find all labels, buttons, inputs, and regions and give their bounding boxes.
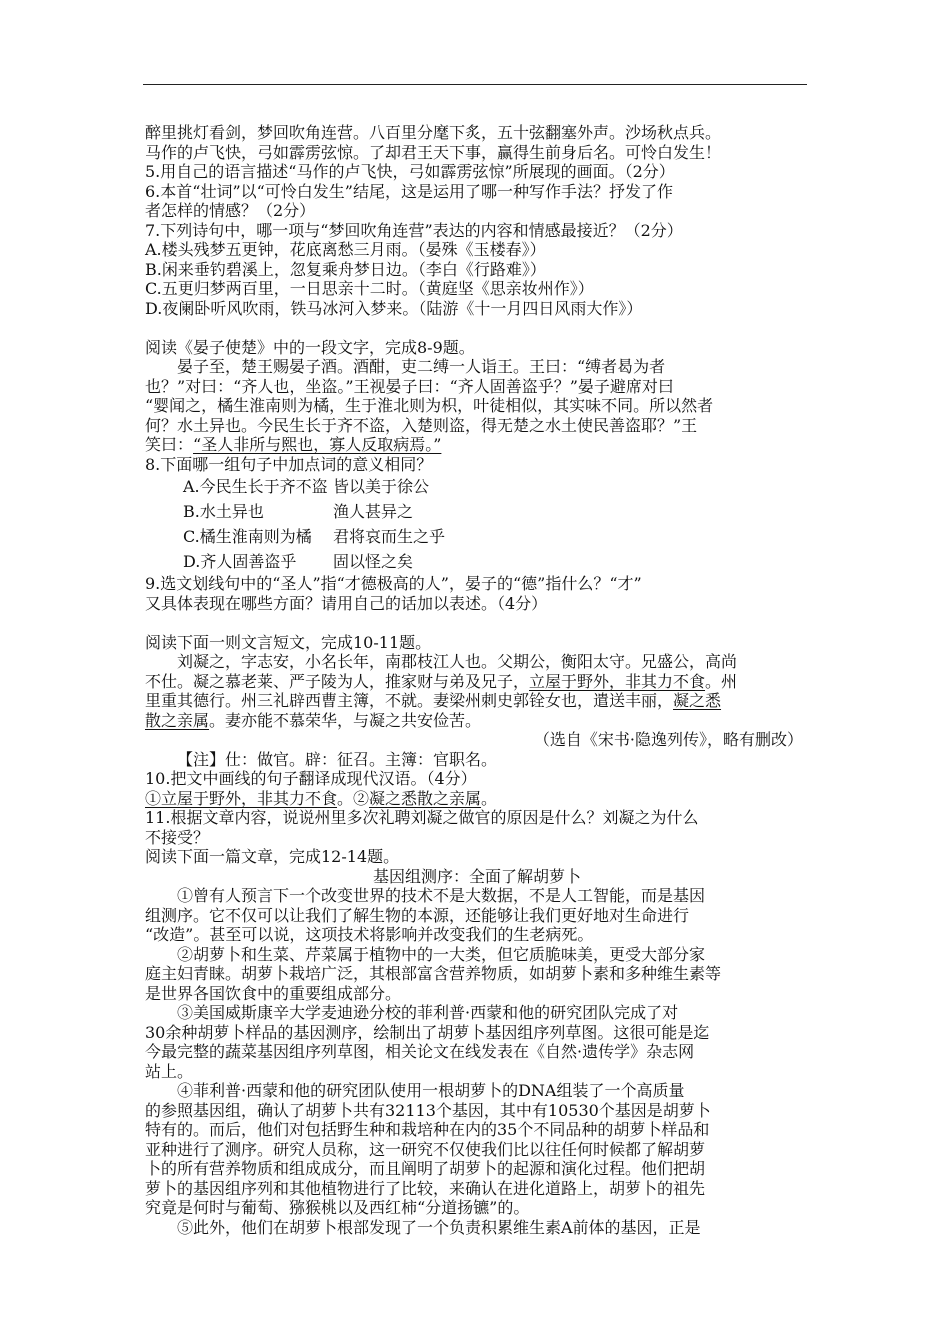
sentence-1: ①立屋于野外，非其力不食: [145, 788, 338, 808]
underlined-sentence: 立屋于野外，非其力不食: [529, 671, 706, 691]
passage-line: 晏子至，楚王赐晏子酒。酒酣，吏二缚一人诣王。王曰：“缚者曷为者: [177, 357, 666, 376]
article-line: 萝卜的基因组序列和其他植物进行了比较，来确认在进化道路上，胡萝卜的祖先: [145, 1178, 706, 1198]
section-intro: 阅读《晏子使楚》中的一段文字，完成8-9题。: [145, 337, 475, 357]
q8-option: [145, 474, 809, 499]
underlined-sentence: “圣人非所与熙也，寡人反取病焉。”: [193, 435, 442, 454]
underlined-sentence: 散之亲属: [145, 710, 210, 730]
question-11-cont: 不接受？: [145, 827, 210, 847]
passage-line: 何？水土异也。今民生长于齐不盗，入楚则盗，得无楚之水土使民善盗耶？”王: [145, 415, 698, 435]
article-line: 站上。: [145, 1061, 194, 1081]
q8-option: [145, 524, 809, 549]
q8-option-right: 君将哀而生之乎: [333, 527, 446, 546]
question-9: 9.选文划线句中的“圣人”指“才德极高的人”，晏子的“德”指什么？“才”: [145, 574, 642, 593]
q8-option-right: 皆以美于徐公: [333, 477, 430, 496]
end-mark: 。: [481, 788, 498, 808]
header-rule: [143, 84, 807, 85]
article-line: 是世界各国饮食中的重要组成部分。: [145, 983, 402, 1003]
q7-option-b: B.闲来垂钓碧溪上，忽复乘舟梦日边。（李白《行路难》）: [145, 259, 546, 279]
passage-text: 不仕。凝之慕老莱、严子陵为人，推家财与弟及兄子，: [145, 671, 530, 691]
article-line: 究竟是何时与葡萄、猕猴桃以及西红柿“分道扬镳”的。: [145, 1198, 530, 1217]
q7-option-d: D.夜阑卧听风吹雨，铁马冰河入梦来。（陆游《十一月四日风雨大作》）: [145, 298, 643, 318]
article-line: ③美国威斯康辛大学麦迪逊分校的菲利普·西蒙和他的研究团队完成了对: [177, 1003, 679, 1022]
poem-line: 马作的卢飞快，弓如霹雳弦惊。了却君王天下事，赢得生前身后名。可怜白发生！: [145, 142, 722, 162]
article-line: 30余种胡萝卜样品的基因测序，绘制出了胡萝卜基因组序列草图。这很可能是迄: [145, 1022, 710, 1042]
article-line: 的参照基因组，确认了胡萝卜共有32113个基因，其中有10530个基因是胡萝卜: [145, 1100, 711, 1120]
question-11: 11.根据文章内容，说说州里多次礼聘刘凝之做官的原因是什么？刘凝之为什么: [145, 808, 699, 827]
question-10: 10.把文中画线的句子翻译成现代汉语。（4分）: [145, 769, 477, 788]
article-line: 特有的。而后，他们对包括野生种和栽培种在内的35个不同品种的胡萝卜样品和: [145, 1120, 710, 1139]
q8-option-left: D.齐人固善盗乎: [183, 552, 297, 571]
passage-line: [145, 435, 809, 455]
question-8: 8.下面哪一组句子中加点词的意义相同？: [145, 454, 433, 474]
q8-option-left: B.水土异也: [183, 502, 264, 521]
q8-option: [145, 499, 809, 524]
question-6: 6.本首“壮词”以“可怜白发生”结尾，这是运用了哪一种写作手法？抒发了作: [145, 181, 673, 201]
passage-text: 里重其德行。州三礼辟西曹主簿，不就。妻梁州刺史郭铨女也，遣送丰丽，: [145, 691, 674, 710]
article-line: ②胡萝卜和生菜、芹菜属于植物中的一大类，但它质脆味美，更受大部分家: [177, 944, 706, 964]
article-title: 基因组测序：全面了解胡萝卜: [372, 866, 581, 886]
passage-line: “婴闻之，橘生淮南则为橘，生于淮北则为枳，叶徒相似，其实味不同。所以然者: [145, 396, 714, 415]
q8-option-left: C.橘生淮南则为橘: [183, 527, 312, 546]
passage-text: 。妻亦能不慕荣华，与凝之共安俭苦。: [209, 710, 482, 730]
q8-option-left: A.今民生长于齐不盗: [183, 477, 328, 496]
q7-option-c: C.五更归梦两百里，一日思亲十二时。（黄庭坚《思亲妆州作》）: [145, 279, 594, 298]
article-line: ①曾有人预言下一个改变世界的技术不是大数据，不是人工智能，而是基因: [177, 886, 706, 905]
question-7: 7.下列诗句中，哪一项与“梦回吹角连营”表达的内容和情感最接近？（2分）: [145, 220, 683, 240]
passage-line: [145, 691, 809, 711]
passage-line: 刘凝之，字志安，小名长年，南郡枝江人也。父期公，衡阳太守。兄盛公，高尚: [177, 652, 738, 671]
question-9-cont: 又具体表现在哪些方面？请用自己的话加以表述。（4分）: [145, 593, 548, 613]
passage-line: [145, 711, 809, 731]
section-intro: 阅读下面一篇文章，完成12-14题。: [145, 847, 400, 866]
question-5: 5.用自己的语言描述“马作的卢飞快，弓如霹雳弦惊”所展现的画面。（2分）: [145, 162, 675, 181]
article-line: 今最完整的蔬菜基因组序列草图，相关论文在线发表在《自然·遗传学》杂志网: [145, 1042, 695, 1061]
article-line: “改造”。甚至可以说，这项技术将影响并改变我们的生老病死。: [145, 925, 594, 944]
underlined-sentence: 凝之悉: [673, 691, 722, 710]
sentence-2: 凝之悉散之亲属: [369, 788, 482, 808]
passage-line: 也？”对曰：“齐人也，坐盗。”王视晏子曰：“齐人固善盗乎？”晏子避席对曰: [145, 376, 674, 396]
passage-text: 。州: [705, 671, 738, 691]
section-intro: 阅读下面一则文言短文，完成10-11题。: [145, 632, 432, 652]
passage-line: [145, 672, 809, 692]
source-citation: （选自《宋书·隐逸列传》，略有删改）: [533, 730, 803, 749]
article-line: 庭主妇青睐。胡萝卜栽培广泛，其根部富含营养物质，如胡萝卜素和多种维生素等: [145, 964, 722, 983]
article-line: ⑤此外，他们在胡萝卜根部发现了一个负责积累维生素A前体的基因，正是: [177, 1217, 701, 1237]
article-line: ④菲利普·西蒙和他的研究团队使用一根胡萝卜的DNA组装了一个高质量: [177, 1081, 685, 1100]
q8-option-right: 固以怪之矣: [333, 552, 414, 571]
article-line: 卜的所有营养物质和组成成分，而且阐明了胡萝卜的起源和演化过程。他们把胡: [145, 1159, 706, 1178]
article-line: 组测序。它不仅可以让我们了解生物的本源，还能够让我们更好地对生命进行: [145, 905, 690, 925]
question-10-sentences: [145, 789, 809, 809]
poem-line: 醉里挑灯看剑，梦回吹角连营。八百里分麾下炙，五十弦翻塞外声。沙场秋点兵。: [145, 123, 722, 142]
q8-option-right: 渔人甚异之: [333, 502, 414, 521]
q8-option: [145, 549, 809, 574]
question-6-cont: 者怎样的情感？（2分）: [145, 201, 316, 220]
separator: 。②: [337, 788, 370, 808]
article-line: 亚种进行了测序。研究人员称，这一研究不仅使我们比以往任何时候都了解胡萝: [145, 1139, 706, 1159]
document-body: [145, 123, 809, 1237]
annotation-note: 【注】仕：做官。辟：征召。主簿：官职名。: [177, 749, 498, 769]
passage-text: 笑曰：: [145, 435, 194, 454]
q7-option-a: A.楼头残梦五更钟，花底离愁三月雨。（晏殊《玉楼春》）: [145, 240, 546, 259]
